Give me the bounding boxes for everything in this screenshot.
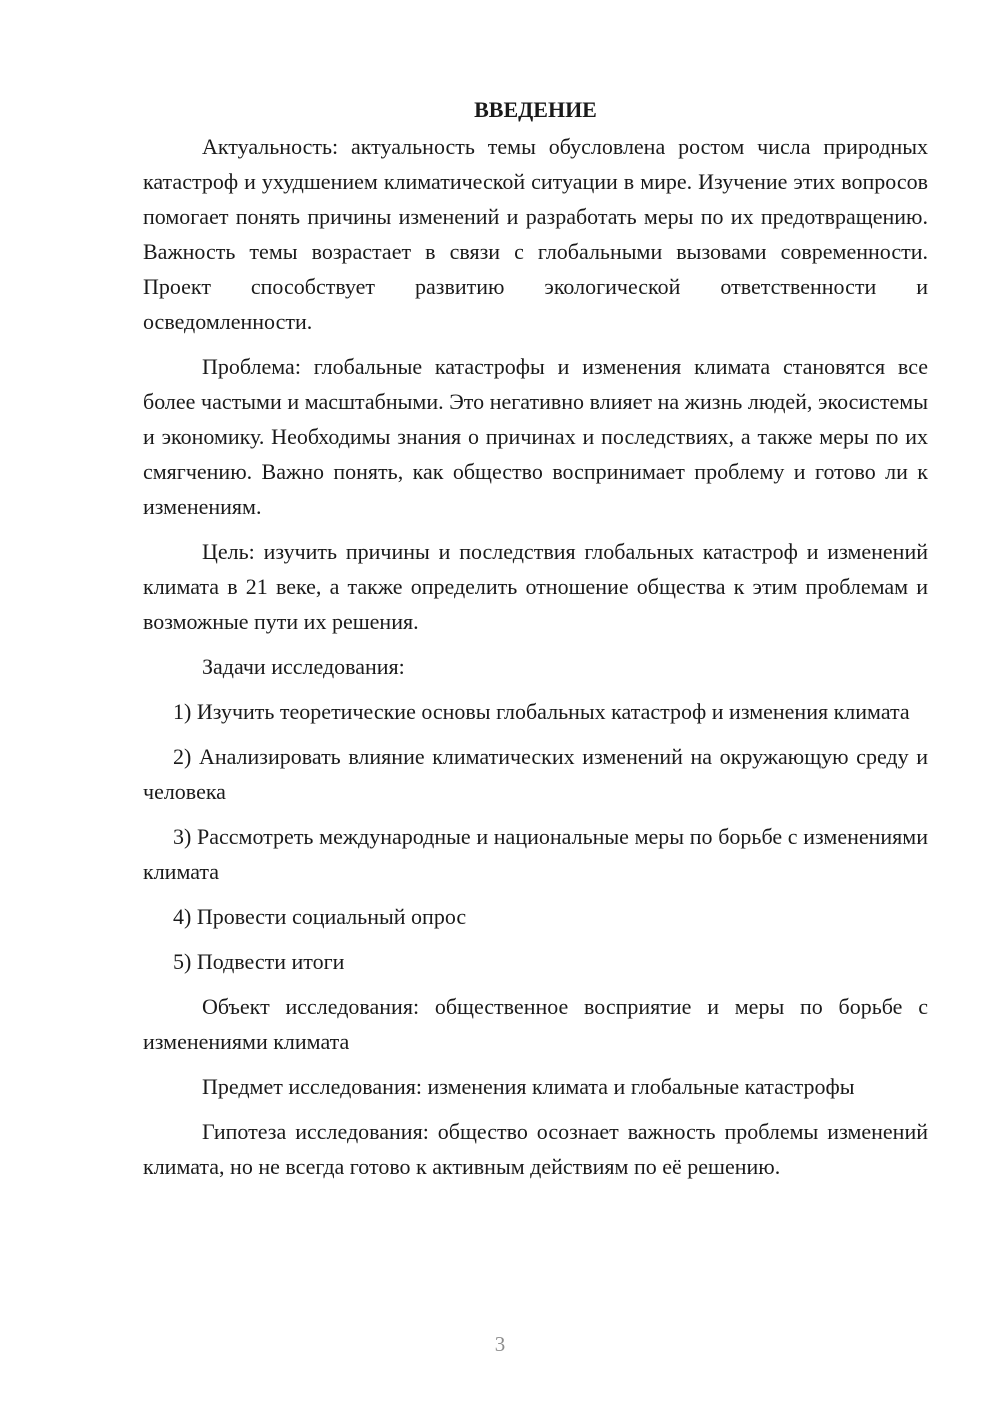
relevance-paragraph: Актуальность: актуальность темы обусловлена ростом числа природных катастроф и ухудшением климатической ситуации в мире. Изучение этих вопросов помогает понять причины изменений и разработать меры по их предотвращению. Важность темы возрастает в связи с глобальными вызовами современности. Проект способствует развитию экологической ответственности и осведомленности. — [143, 134, 928, 334]
research-subject-paragraph: Предмет исследования: изменения климата и глобальные катастрофы — [202, 1074, 855, 1099]
problem-paragraph: Проблема: глобальные катастрофы и изменения климата становятся все более частыми и масштабными. Это негативно влияет на жизнь людей, экосистемы и экономику. Необходимы знания о причинах и последствиях, а также меры по их смягчению. Важно понять, как общество воспринимает проблему и готово ли к изменениям. — [143, 354, 928, 519]
tasks-heading: Задачи исследования: — [202, 654, 405, 679]
task-item-2: 2) Анализировать влияние климатических изменений на окружающую среду и человека — [143, 744, 928, 804]
page-number: 3 — [494, 1332, 506, 1356]
section-title: ВВЕДЕНИЕ — [474, 97, 597, 122]
task-item-1: 1) Изучить теоретические основы глобальных катастроф и изменения климата — [173, 699, 910, 724]
task-item-5: 5) Подвести итоги — [173, 949, 345, 974]
task-item-3: 3) Рассмотреть международные и национальные меры по борьбе с изменениями климата — [143, 824, 928, 884]
page-content — [143, 92, 928, 1194]
research-hypothesis-paragraph: Гипотеза исследования: общество осознает важность проблемы изменений климата, но не всегда готово к активным действиям по её решению. — [143, 1119, 928, 1179]
research-object-paragraph: Объект исследования: общественное восприятие и меры по борьбе с изменениями климата — [143, 994, 928, 1054]
goal-paragraph: Цель: изучить причины и последствия глобальных катастроф и изменений климата в 21 веке, а также определить отношение общества к этим проблемам и возможные пути их решения. — [143, 539, 928, 634]
task-item-4: 4) Провести социальный опрос — [173, 904, 467, 929]
